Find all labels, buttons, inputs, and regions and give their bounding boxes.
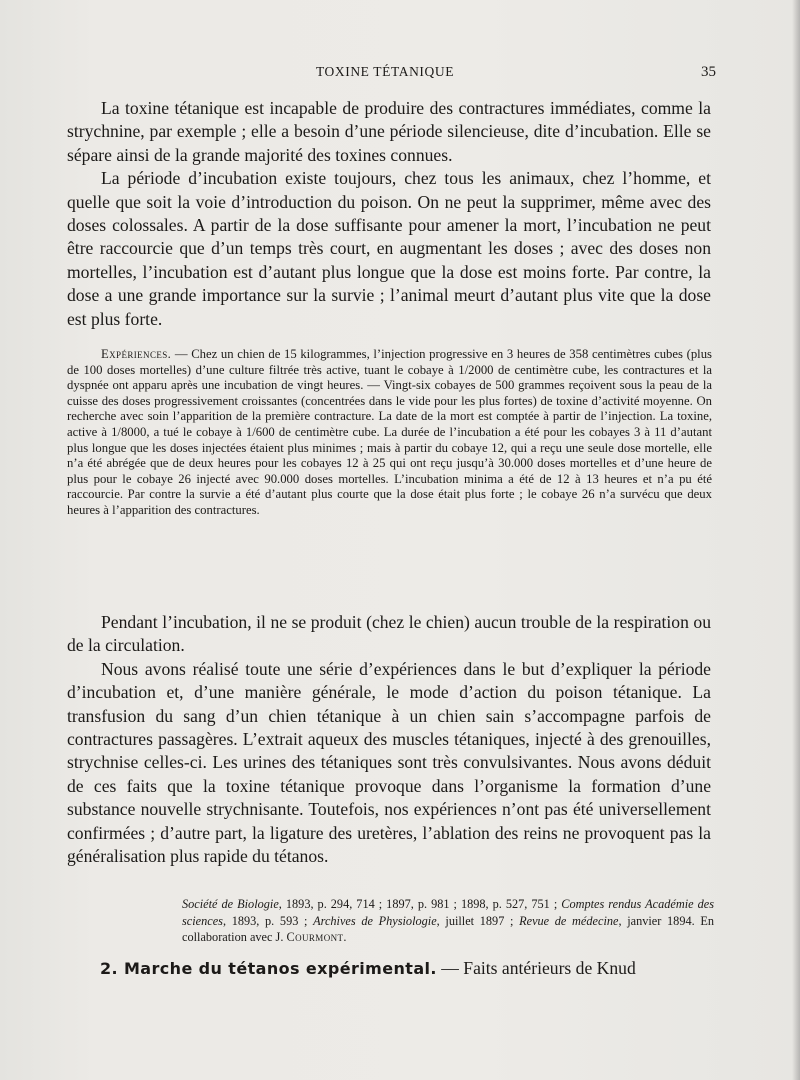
- paragraph: La toxine tétanique est incapable de produire des contractures immédiates, comme la strychnine, par exemple ; elle a besoin d’une période silencieuse, dite d’incubation. Elle se sépare ainsi de la grande majorité des toxines connues.: [67, 98, 711, 165]
- paragraph: Pendant l’incubation, il ne se produit (chez le chien) aucun trouble de la respiration ou de la circulation.: [67, 612, 711, 656]
- page-number: 35: [701, 64, 716, 80]
- section-heading: [100, 956, 714, 981]
- ref-journal: Archives de Physiologie: [313, 913, 437, 928]
- experiments-paragraph: [67, 347, 712, 519]
- ref-collaborator: Courmont: [286, 930, 344, 944]
- paragraph: La période d’incubation existe toujours, chez tous les animaux, chez l’homme, et quelle que soit la voie d’introduction du poison. On ne peut la supprimer, même avec des doses colossales. A partir de la dose suffisante pour amener la mort, l’incubation ne peut être raccourcie que d’un temps très court, en augmentant les doses ; avec des doses non mortelles, l’incubation est d’autant plus longue que la dose est moins forte. Par contre, la dose a une grande importance sur la survie ; l’animal meurt d’autant plus vite que la dose est plus forte.: [67, 168, 711, 329]
- section-title: 2. Marche du tétanos expérimental.: [100, 959, 437, 978]
- body-text-bottom: [67, 611, 711, 868]
- ref-details: , janvier 1894. En collaboration avec J.: [182, 913, 715, 944]
- references-paragraph: [182, 896, 714, 946]
- body-text-top: [67, 97, 711, 331]
- ref-journal: Société de Biologie: [182, 897, 279, 911]
- experiments-text: — Chez un chien de 15 kilogrammes, l’injection progressive en 3 heures de 358 centimètres cubes (plus de 100 doses mortelles) d’une culture filtrée très active, tuant le cobaye à 1/2000 de centimètre cube, les contractures et la dyspnée ont apparu après une incubation de vingt heures. — Vingt-six cobayes de 500 grammes reçoivent sous la peau de la cuisse des doses progressivement croissantes (concentrées dans le vide pour les plus fortes) de toxine d’activité moyenne. On recherche avec soin l’apparition de la première contracture. La date de la mort est comptée à partir de l’injection. La toxine, active à 1/8000, a tué le cobaye à 1/600 de centimètre cube. La durée de l’incubation a été pour les cobayes 3 à 11 d’autant plus longue que les doses injectées étaient plus minimes ; mais à partir du cobaye 12, qui a reçu une seule dose mortelle, elle n’a été abrégée que de deux heures pour les cobayes 12 à 25 qui ont reçu jusqu’à 30.000 doses mortelles et d’une heure de plus pour le cobaye 26 injecté avec 90.000 doses mortelles. L’incubation minima a été de 12 à 13 heures et n’a pu été raccourcie. Par contre la survie a été d’autant plus courte que la dose était plus forte ; le cobaye 26 n’a survécu que deux heures à l’apparition des contractures.: [67, 347, 712, 517]
- experiments-label: Expériences.: [101, 347, 172, 361]
- page-edge-shadow: [792, 0, 800, 1080]
- running-header: [0, 62, 800, 82]
- ref-journal: Comptes rendus Académie des sciences: [182, 897, 714, 928]
- references: [182, 896, 714, 946]
- section-text: — Faits antérieurs de Knud: [436, 958, 636, 978]
- ref-end: .: [343, 930, 347, 944]
- ref-details: , 1893, p. 294, 714 ; 1897, p. 981 ; 1898, p. 527, 751 ;: [278, 897, 562, 911]
- paragraph: Nous avons réalisé toute une série d’expériences dans le but d’expliquer la période d’incubation et, d’une manière générale, le mode d’action du poison tétanique. La transfusion du sang d’un chien tétanique à un chien sain s’accompagne parfois de contractures passagères. L’extrait aqueux des muscles tétaniques, injecté à des grenouilles, strychnise celles-ci. Les urines des tétaniques sont très convulsivantes. Nous avons déduit de ces faits que la toxine tétanique provoque dans l’organisme la formation d’une substance nouvelle strychnisante. Toutefois, nos expériences n’ont pas été universellement confirmées ; d’autre part, la ligature des uretères, l’ablation des reins ne provoquent pas la généralisation plus rapide du tétanos.: [67, 658, 711, 867]
- running-title: TOXINE TÉTANIQUE: [315, 64, 455, 79]
- experiments-note: [67, 347, 712, 519]
- ref-details: , 1893, p. 593 ;: [222, 913, 314, 928]
- ref-details: , juillet 1897 ;: [436, 913, 520, 928]
- ref-journal: Revue de médecine: [519, 913, 619, 928]
